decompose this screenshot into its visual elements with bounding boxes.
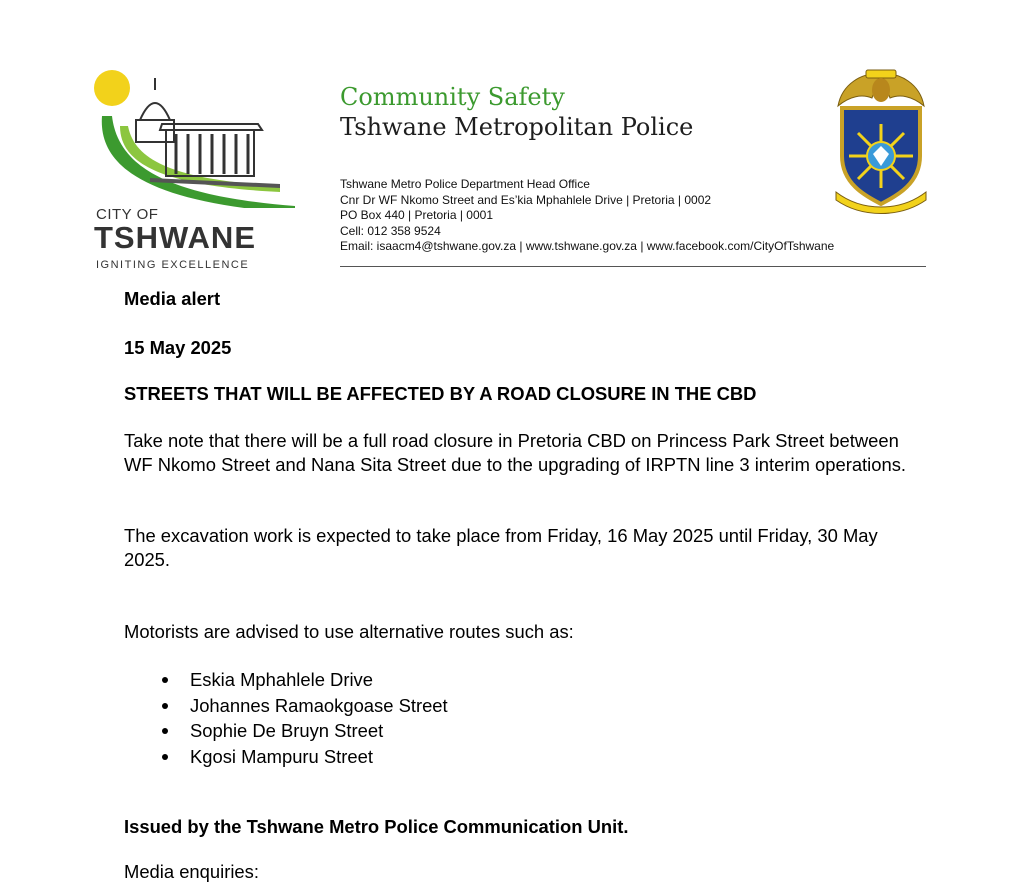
media-alert-label: Media alert <box>124 288 221 309</box>
alternative-routes-intro: Motorists are advised to use alternative routes such as: <box>124 621 574 642</box>
media-enquiries: Media enquiries: <box>124 861 259 882</box>
logo-name: TSHWANE <box>94 220 256 255</box>
department-line-1: Community Safety <box>340 83 565 111</box>
issued-by: Issued by the Tshwane Metro Police Communication Unit. <box>124 816 629 837</box>
list-item: Eskia Mphahlele Drive <box>160 667 448 693</box>
building-swoosh-icon <box>90 68 305 208</box>
schedule-paragraph: The excavation work is expected to take place from Friday, 16 May 2025 until Friday, 30 May 2025. <box>124 525 878 570</box>
list-item: Sophie De Bruyn Street <box>160 718 448 744</box>
address-line: Email: isaacm4@tshwane.gov.za | www.tshwane.gov.za | www.facebook.com/CityOfTshwane <box>340 239 835 253</box>
alert-date: 15 May 2025 <box>124 337 232 358</box>
department-line-2: Tshwane Metropolitan Police <box>340 113 694 141</box>
header-divider <box>340 266 926 267</box>
tshwane-metro-police-crest <box>832 66 930 214</box>
list-item: Johannes Ramaokgoase Street <box>160 693 448 719</box>
police-crest-icon <box>832 66 930 214</box>
alternative-routes-list <box>160 667 448 769</box>
address-line: Cell: 012 358 9524 <box>340 223 441 238</box>
address-line: Tshwane Metro Police Department Head Office <box>340 177 590 191</box>
logo-city-of: CITY OF <box>96 206 159 223</box>
logo-tagline: IGNITING EXCELLENCE <box>96 259 250 271</box>
address-line: Cnr Dr WF Nkomo Street and Es’kia Mphahlele Drive | Pretoria | 0002 <box>340 192 712 207</box>
department-title <box>340 82 693 142</box>
address-line: PO Box 440 | Pretoria | 0001 <box>340 208 493 222</box>
city-of-tshwane-logo <box>90 68 305 273</box>
list-item: Kgosi Mampuru Street <box>160 744 448 770</box>
alert-heading: STREETS THAT WILL BE AFFECTED BY A ROAD CLOSURE IN THE CBD <box>124 383 757 404</box>
address-block <box>340 177 834 255</box>
closure-paragraph: Take note that there will be a full road closure in Pretoria CBD on Princess Park Street between WF Nkomo Street and Nana Sita Street due to the upgrading of IRPTN line 3 interim operations. <box>124 430 906 475</box>
